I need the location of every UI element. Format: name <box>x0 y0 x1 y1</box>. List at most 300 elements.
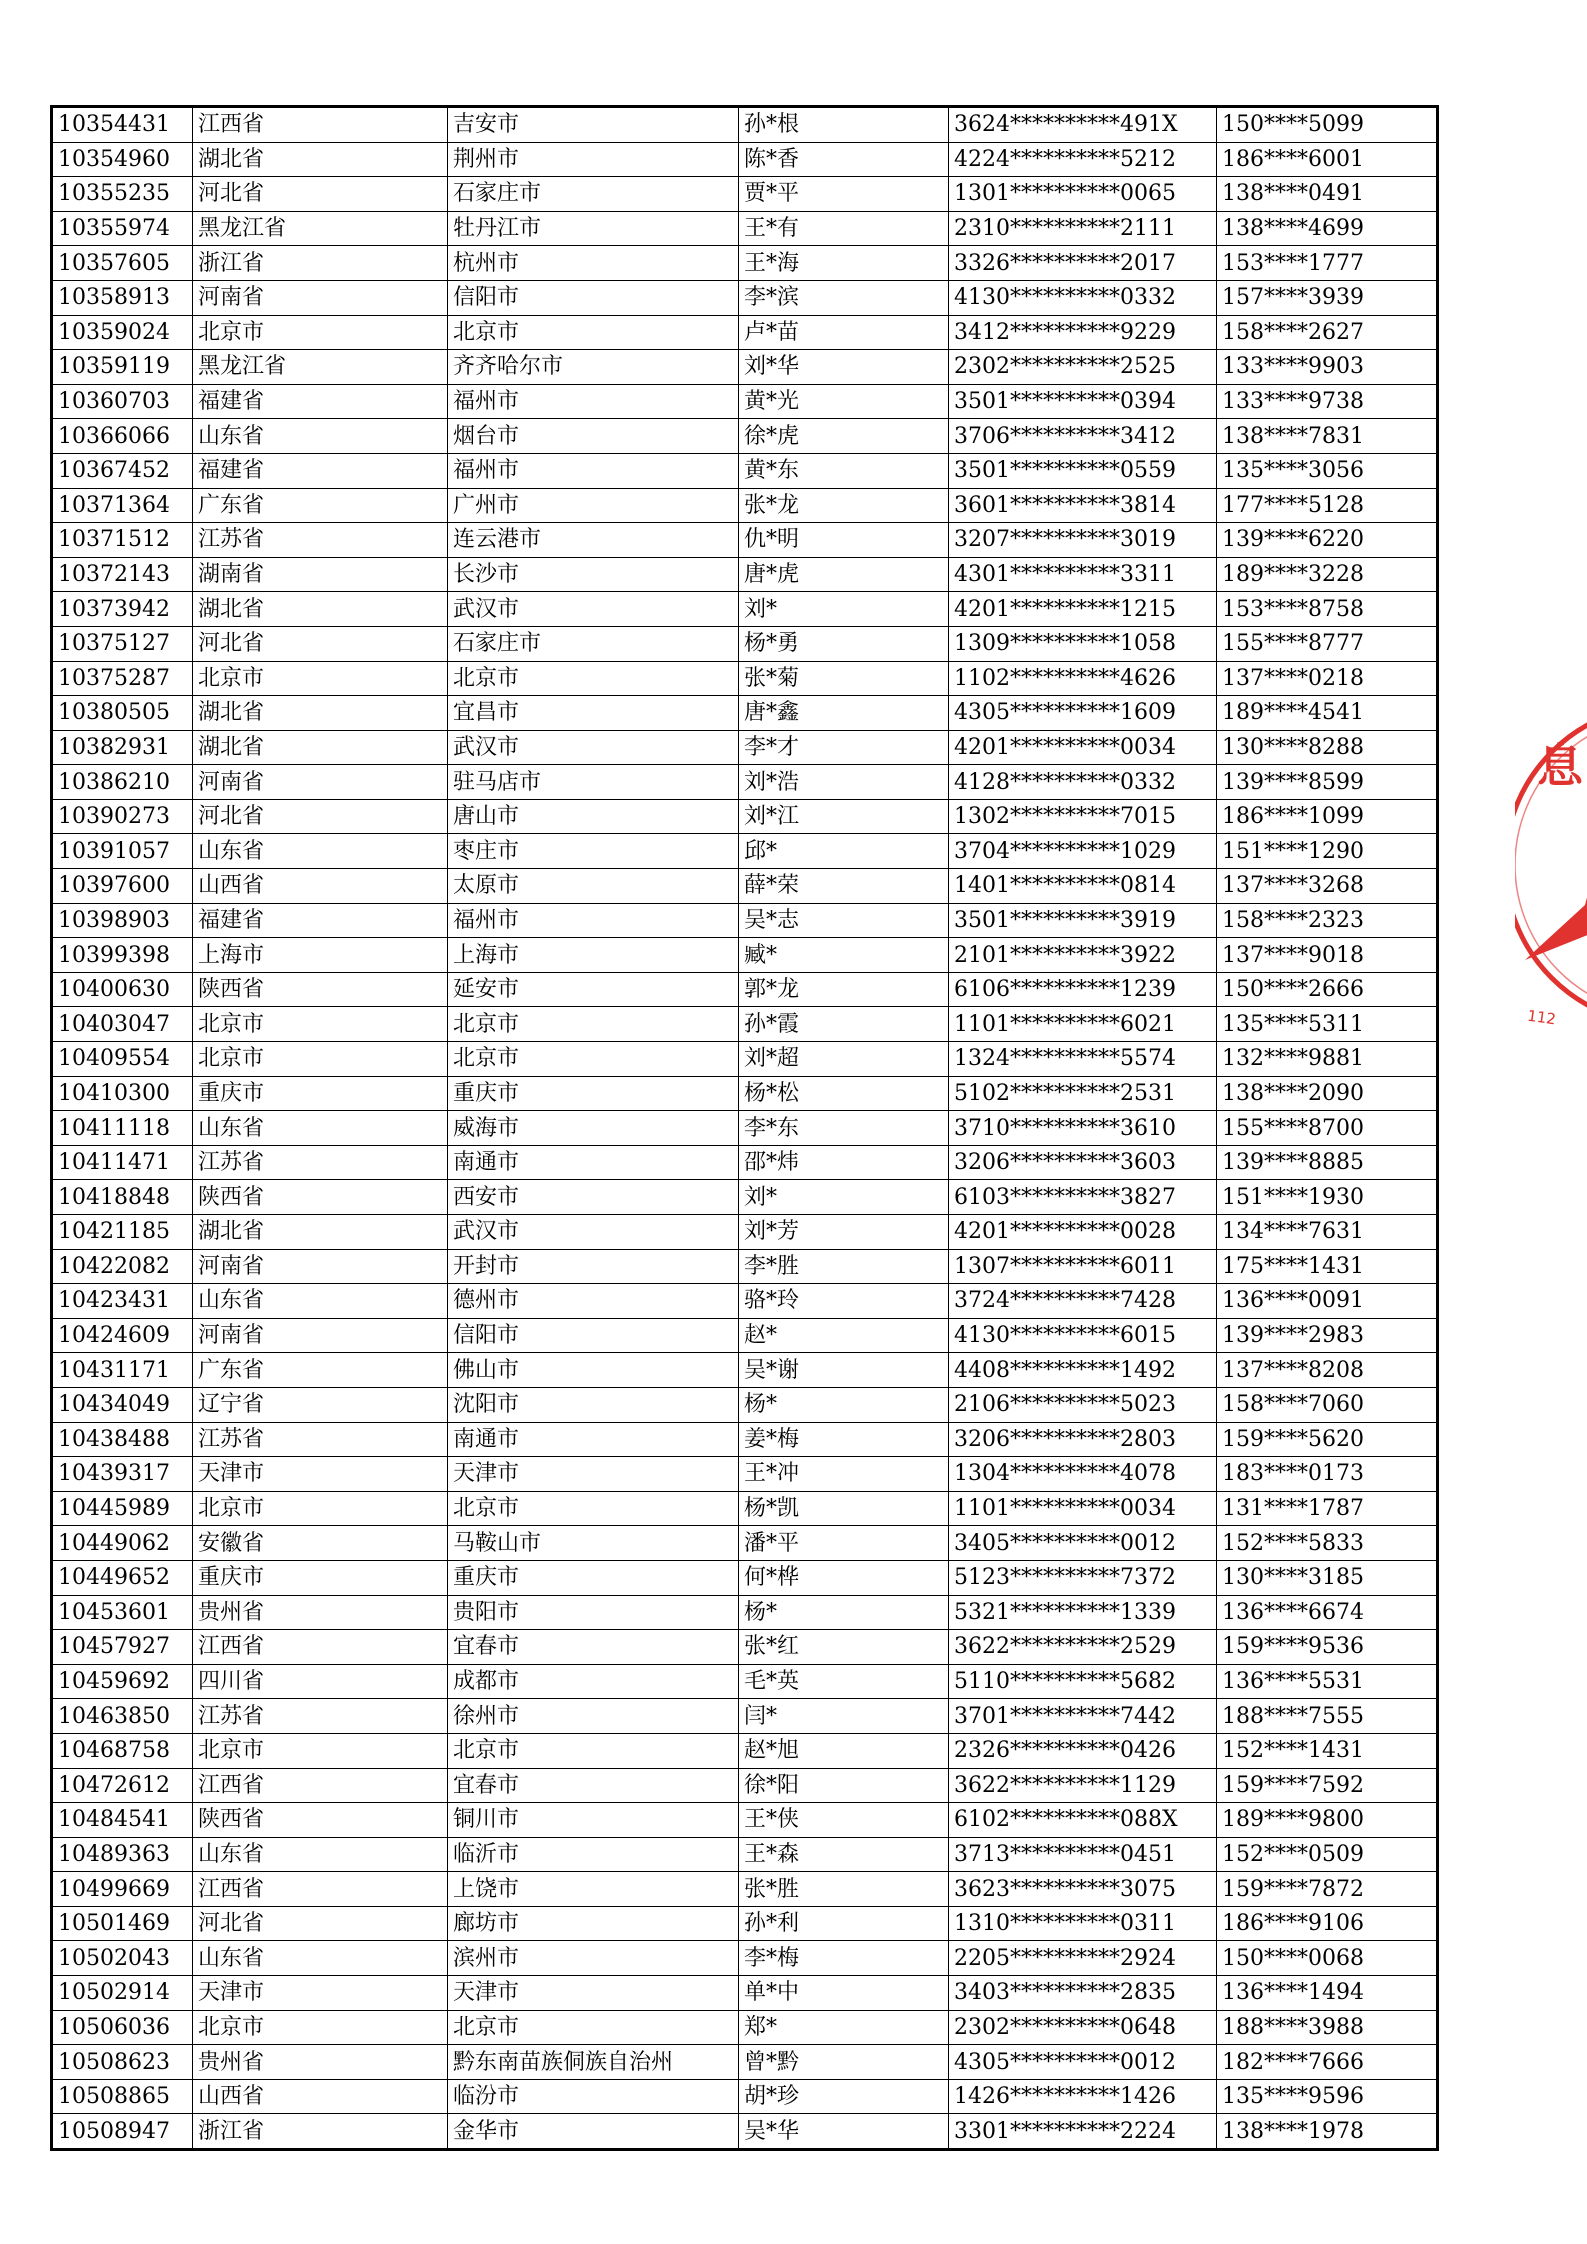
cell-id: 10418848 <box>52 1180 193 1215</box>
cell-name: 单*中 <box>739 1976 949 2011</box>
table-row <box>52 211 1438 246</box>
cell-province: 北京市 <box>193 1733 448 1768</box>
cell-id-card: 3710**********3610 <box>949 1111 1217 1146</box>
cell-id: 10366066 <box>52 419 193 454</box>
cell-id-card: 1302**********7015 <box>949 799 1217 834</box>
cell-city: 荆州市 <box>448 142 739 177</box>
cell-province: 安徽省 <box>193 1526 448 1561</box>
cell-id: 10410300 <box>52 1076 193 1111</box>
cell-id: 10502914 <box>52 1976 193 2011</box>
cell-phone: 186****9106 <box>1217 1906 1438 1941</box>
cell-name: 张*胜 <box>739 1872 949 1907</box>
cell-city: 宜春市 <box>448 1768 739 1803</box>
cell-id-card: 4305**********1609 <box>949 696 1217 731</box>
cell-province: 山西省 <box>193 2079 448 2114</box>
table-row <box>52 1215 1438 1250</box>
cell-phone: 137****3268 <box>1217 869 1438 904</box>
table-row <box>52 384 1438 419</box>
cell-phone: 186****6001 <box>1217 142 1438 177</box>
table-row <box>52 1699 1438 1734</box>
cell-id-card: 4201**********0028 <box>949 1215 1217 1250</box>
cell-id-card: 1324**********5574 <box>949 1042 1217 1077</box>
cell-city: 信阳市 <box>448 1318 739 1353</box>
cell-id: 10421185 <box>52 1215 193 1250</box>
cell-id: 10358913 <box>52 280 193 315</box>
cell-province: 广东省 <box>193 1353 448 1388</box>
cell-phone: 189****9800 <box>1217 1803 1438 1838</box>
cell-province: 河北省 <box>193 626 448 661</box>
cell-id-card: 4224**********5212 <box>949 142 1217 177</box>
cell-city: 太原市 <box>448 869 739 904</box>
cell-id: 10354431 <box>52 107 193 143</box>
cell-city: 黔东南苗族侗族自治州 <box>448 2045 739 2080</box>
cell-city: 北京市 <box>448 1042 739 1077</box>
cell-id: 10508947 <box>52 2114 193 2150</box>
table-row <box>52 523 1438 558</box>
table-row <box>52 2010 1438 2045</box>
cell-province: 北京市 <box>193 1042 448 1077</box>
cell-province: 江苏省 <box>193 1145 448 1180</box>
cell-name: 孙*霞 <box>739 1007 949 1042</box>
cell-province: 湖南省 <box>193 557 448 592</box>
cell-name: 毛*英 <box>739 1664 949 1699</box>
cell-phone: 177****5128 <box>1217 488 1438 523</box>
table-row <box>52 1837 1438 1872</box>
cell-name: 李*东 <box>739 1111 949 1146</box>
cell-phone: 136****5531 <box>1217 1664 1438 1699</box>
cell-id-card: 1101**********0034 <box>949 1491 1217 1526</box>
cell-id-card: 3624**********491X <box>949 107 1217 143</box>
cell-province: 福建省 <box>193 903 448 938</box>
cell-city: 上饶市 <box>448 1872 739 1907</box>
table-row <box>52 107 1438 143</box>
cell-city: 福州市 <box>448 903 739 938</box>
cell-name: 吴*华 <box>739 2114 949 2150</box>
cell-province: 山东省 <box>193 1284 448 1319</box>
cell-province: 福建省 <box>193 384 448 419</box>
cell-id: 10411471 <box>52 1145 193 1180</box>
cell-id: 10382931 <box>52 730 193 765</box>
table-row <box>52 246 1438 281</box>
cell-name: 薛*荣 <box>739 869 949 904</box>
cell-phone: 137****9018 <box>1217 938 1438 973</box>
cell-id-card: 3713**********0451 <box>949 1837 1217 1872</box>
table-row <box>52 730 1438 765</box>
cell-phone: 159****9536 <box>1217 1630 1438 1665</box>
table-row <box>52 1803 1438 1838</box>
cell-name: 张*龙 <box>739 488 949 523</box>
cell-phone: 139****8599 <box>1217 765 1438 800</box>
cell-id: 10423431 <box>52 1284 193 1319</box>
cell-phone: 158****2627 <box>1217 315 1438 350</box>
cell-province: 江西省 <box>193 1872 448 1907</box>
cell-phone: 152****1431 <box>1217 1733 1438 1768</box>
table-row <box>52 1976 1438 2011</box>
cell-id: 10386210 <box>52 765 193 800</box>
table-row <box>52 1526 1438 1561</box>
cell-city: 连云港市 <box>448 523 739 558</box>
table-row <box>52 419 1438 454</box>
table-row <box>52 2045 1438 2080</box>
table-row <box>52 696 1438 731</box>
cell-phone: 151****1930 <box>1217 1180 1438 1215</box>
cell-id: 10508865 <box>52 2079 193 2114</box>
table-row <box>52 1491 1438 1526</box>
cell-id-card: 4130**********6015 <box>949 1318 1217 1353</box>
cell-id: 10431171 <box>52 1353 193 1388</box>
cell-id: 10422082 <box>52 1249 193 1284</box>
cell-phone: 136****0091 <box>1217 1284 1438 1319</box>
cell-province: 广东省 <box>193 488 448 523</box>
cell-province: 山东省 <box>193 1837 448 1872</box>
cell-city: 福州市 <box>448 453 739 488</box>
cell-name: 王*冲 <box>739 1457 949 1492</box>
cell-name: 赵*旭 <box>739 1733 949 1768</box>
cell-id-card: 5102**********2531 <box>949 1076 1217 1111</box>
cell-city: 广州市 <box>448 488 739 523</box>
table-row <box>52 1733 1438 1768</box>
cell-name: 闫* <box>739 1699 949 1734</box>
cell-id-card: 1102**********4626 <box>949 661 1217 696</box>
cell-city: 延安市 <box>448 972 739 1007</box>
cell-province: 河北省 <box>193 177 448 212</box>
cell-id-card: 2101**********3922 <box>949 938 1217 973</box>
cell-province: 江西省 <box>193 1630 448 1665</box>
cell-id-card: 2106**********5023 <box>949 1387 1217 1422</box>
cell-phone: 137****8208 <box>1217 1353 1438 1388</box>
cell-id: 10359024 <box>52 315 193 350</box>
cell-city: 铜川市 <box>448 1803 739 1838</box>
cell-city: 福州市 <box>448 384 739 419</box>
cell-name: 杨*松 <box>739 1076 949 1111</box>
cell-id: 10397600 <box>52 869 193 904</box>
cell-name: 王*有 <box>739 211 949 246</box>
cell-province: 河南省 <box>193 1318 448 1353</box>
cell-id: 10411118 <box>52 1111 193 1146</box>
cell-id: 10468758 <box>52 1733 193 1768</box>
table-row <box>52 903 1438 938</box>
cell-id-card: 1426**********1426 <box>949 2079 1217 2114</box>
cell-phone: 151****1290 <box>1217 834 1438 869</box>
table-row <box>52 177 1438 212</box>
cell-name: 唐*虎 <box>739 557 949 592</box>
cell-id-card: 4201**********1215 <box>949 592 1217 627</box>
cell-city: 武汉市 <box>448 1215 739 1250</box>
cell-name: 刘*芳 <box>739 1215 949 1250</box>
cell-phone: 182****7666 <box>1217 2045 1438 2080</box>
cell-phone: 189****3228 <box>1217 557 1438 592</box>
cell-id: 10506036 <box>52 2010 193 2045</box>
cell-id: 10508623 <box>52 2045 193 2080</box>
cell-id: 10354960 <box>52 142 193 177</box>
cell-id: 10499669 <box>52 1872 193 1907</box>
cell-id-card: 5110**********5682 <box>949 1664 1217 1699</box>
cell-city: 重庆市 <box>448 1076 739 1111</box>
cell-id-card: 4301**********3311 <box>949 557 1217 592</box>
cell-province: 河北省 <box>193 1906 448 1941</box>
cell-phone: 135****3056 <box>1217 453 1438 488</box>
cell-id-card: 4305**********0012 <box>949 2045 1217 2080</box>
cell-phone: 138****2090 <box>1217 1076 1438 1111</box>
cell-id-card: 3301**********2224 <box>949 2114 1217 2150</box>
cell-name: 卢*苗 <box>739 315 949 350</box>
cell-id: 10400630 <box>52 972 193 1007</box>
cell-phone: 138****1978 <box>1217 2114 1438 2150</box>
cell-province: 天津市 <box>193 1457 448 1492</box>
cell-id: 10372143 <box>52 557 193 592</box>
table-row <box>52 1906 1438 1941</box>
cell-city: 北京市 <box>448 661 739 696</box>
table-row <box>52 1941 1438 1976</box>
cell-id-card: 2302**********2525 <box>949 350 1217 385</box>
cell-city: 开封市 <box>448 1249 739 1284</box>
cell-phone: 135****5311 <box>1217 1007 1438 1042</box>
cell-province: 浙江省 <box>193 246 448 281</box>
cell-phone: 158****2323 <box>1217 903 1438 938</box>
cell-name: 黄*光 <box>739 384 949 419</box>
cell-province: 四川省 <box>193 1664 448 1699</box>
cell-city: 威海市 <box>448 1111 739 1146</box>
cell-id: 10373942 <box>52 592 193 627</box>
roster-table <box>50 105 1439 2151</box>
cell-city: 临汾市 <box>448 2079 739 2114</box>
cell-id: 10445989 <box>52 1491 193 1526</box>
cell-id: 10355974 <box>52 211 193 246</box>
cell-city: 北京市 <box>448 1733 739 1768</box>
cell-city: 廊坊市 <box>448 1906 739 1941</box>
cell-name: 刘*华 <box>739 350 949 385</box>
cell-name: 张*菊 <box>739 661 949 696</box>
cell-city: 重庆市 <box>448 1560 739 1595</box>
cell-province: 江苏省 <box>193 1422 448 1457</box>
cell-id: 10472612 <box>52 1768 193 1803</box>
cell-id-card: 1310**********0311 <box>949 1906 1217 1941</box>
cell-id: 10449062 <box>52 1526 193 1561</box>
cell-id: 10434049 <box>52 1387 193 1422</box>
cell-id: 10439317 <box>52 1457 193 1492</box>
table-row <box>52 661 1438 696</box>
cell-city: 成都市 <box>448 1664 739 1699</box>
cell-province: 山东省 <box>193 419 448 454</box>
cell-city: 枣庄市 <box>448 834 739 869</box>
cell-city: 烟台市 <box>448 419 739 454</box>
table-row <box>52 972 1438 1007</box>
cell-province: 上海市 <box>193 938 448 973</box>
table-row <box>52 1076 1438 1111</box>
table-row <box>52 2114 1438 2150</box>
cell-name: 刘* <box>739 592 949 627</box>
cell-phone: 137****0218 <box>1217 661 1438 696</box>
table-row <box>52 1387 1438 1422</box>
cell-phone: 153****8758 <box>1217 592 1438 627</box>
cell-id-card: 3601**********3814 <box>949 488 1217 523</box>
cell-city: 驻马店市 <box>448 765 739 800</box>
table-row <box>52 2079 1438 2114</box>
cell-phone: 132****9881 <box>1217 1042 1438 1077</box>
cell-id-card: 4201**********0034 <box>949 730 1217 765</box>
cell-province: 陕西省 <box>193 1180 448 1215</box>
table-row <box>52 142 1438 177</box>
cell-name: 王*森 <box>739 1837 949 1872</box>
cell-id: 10489363 <box>52 1837 193 1872</box>
cell-phone: 188****3988 <box>1217 2010 1438 2045</box>
cell-city: 长沙市 <box>448 557 739 592</box>
cell-name: 郭*龙 <box>739 972 949 1007</box>
table-row <box>52 1145 1438 1180</box>
cell-province: 山西省 <box>193 869 448 904</box>
cell-city: 北京市 <box>448 2010 739 2045</box>
cell-name: 孙*利 <box>739 1906 949 1941</box>
cell-id-card: 3501**********0559 <box>949 453 1217 488</box>
cell-id: 10409554 <box>52 1042 193 1077</box>
cell-phone: 130****8288 <box>1217 730 1438 765</box>
cell-id: 10484541 <box>52 1803 193 1838</box>
table-row <box>52 869 1438 904</box>
table-row <box>52 1457 1438 1492</box>
cell-id: 10453601 <box>52 1595 193 1630</box>
cell-id: 10403047 <box>52 1007 193 1042</box>
cell-name: 杨*凯 <box>739 1491 949 1526</box>
cell-id-card: 6103**********3827 <box>949 1180 1217 1215</box>
cell-id-card: 3501**********3919 <box>949 903 1217 938</box>
cell-phone: 158****7060 <box>1217 1387 1438 1422</box>
table-row <box>52 1180 1438 1215</box>
cell-name: 刘*江 <box>739 799 949 834</box>
cell-id: 10424609 <box>52 1318 193 1353</box>
table-row <box>52 592 1438 627</box>
cell-name: 赵* <box>739 1318 949 1353</box>
cell-id-card: 2302**********0648 <box>949 2010 1217 2045</box>
cell-id: 10380505 <box>52 696 193 731</box>
cell-province: 黑龙江省 <box>193 211 448 246</box>
cell-city: 天津市 <box>448 1457 739 1492</box>
cell-name: 张*红 <box>739 1630 949 1665</box>
cell-name: 刘*超 <box>739 1042 949 1077</box>
table-row <box>52 1768 1438 1803</box>
cell-phone: 150****2666 <box>1217 972 1438 1007</box>
cell-province: 黑龙江省 <box>193 350 448 385</box>
cell-province: 陕西省 <box>193 1803 448 1838</box>
cell-province: 河南省 <box>193 1249 448 1284</box>
cell-province: 贵州省 <box>193 1595 448 1630</box>
table-row <box>52 1111 1438 1146</box>
cell-phone: 150****5099 <box>1217 107 1438 143</box>
table-row <box>52 488 1438 523</box>
cell-id-card: 1309**********1058 <box>949 626 1217 661</box>
cell-phone: 153****1777 <box>1217 246 1438 281</box>
cell-id: 10371512 <box>52 523 193 558</box>
cell-name: 姜*梅 <box>739 1422 949 1457</box>
cell-id-card: 2326**********0426 <box>949 1733 1217 1768</box>
cell-city: 天津市 <box>448 1976 739 2011</box>
cell-id: 10398903 <box>52 903 193 938</box>
cell-province: 辽宁省 <box>193 1387 448 1422</box>
cell-province: 湖北省 <box>193 1215 448 1250</box>
cell-city: 石家庄市 <box>448 177 739 212</box>
cell-province: 山东省 <box>193 834 448 869</box>
cell-city: 临沂市 <box>448 1837 739 1872</box>
cell-phone: 136****6674 <box>1217 1595 1438 1630</box>
table-row <box>52 1042 1438 1077</box>
cell-name: 徐*虎 <box>739 419 949 454</box>
cell-name: 曾*黔 <box>739 2045 949 2080</box>
cell-province: 北京市 <box>193 315 448 350</box>
cell-phone: 138****0491 <box>1217 177 1438 212</box>
table-row <box>52 834 1438 869</box>
cell-id-card: 3622**********2529 <box>949 1630 1217 1665</box>
table-row <box>52 1595 1438 1630</box>
cell-name: 陈*香 <box>739 142 949 177</box>
cell-id-card: 3623**********3075 <box>949 1872 1217 1907</box>
cell-phone: 155****8777 <box>1217 626 1438 661</box>
cell-name: 臧* <box>739 938 949 973</box>
cell-province: 江西省 <box>193 107 448 143</box>
cell-id: 10357605 <box>52 246 193 281</box>
cell-phone: 139****8885 <box>1217 1145 1438 1180</box>
cell-id-card: 1304**********4078 <box>949 1457 1217 1492</box>
cell-province: 湖北省 <box>193 730 448 765</box>
cell-name: 孙*根 <box>739 107 949 143</box>
svg-text:112: 112 <box>1526 1006 1558 1029</box>
cell-id-card: 3724**********7428 <box>949 1284 1217 1319</box>
roster-body <box>52 107 1438 2150</box>
cell-name: 邵*炜 <box>739 1145 949 1180</box>
cell-province: 陕西省 <box>193 972 448 1007</box>
cell-city: 武汉市 <box>448 730 739 765</box>
cell-city: 北京市 <box>448 1007 739 1042</box>
cell-city: 徐州市 <box>448 1699 739 1734</box>
cell-id: 10502043 <box>52 1941 193 1976</box>
cell-name: 杨*勇 <box>739 626 949 661</box>
cell-phone: 150****0068 <box>1217 1941 1438 1976</box>
cell-phone: 133****9903 <box>1217 350 1438 385</box>
cell-phone: 175****1431 <box>1217 1249 1438 1284</box>
cell-city: 北京市 <box>448 1491 739 1526</box>
cell-id: 10463850 <box>52 1699 193 1734</box>
cell-id-card: 3326**********2017 <box>949 246 1217 281</box>
cell-name: 黄*东 <box>739 453 949 488</box>
cell-phone: 134****7631 <box>1217 1215 1438 1250</box>
cell-name: 杨* <box>739 1387 949 1422</box>
cell-city: 北京市 <box>448 315 739 350</box>
cell-id: 10359119 <box>52 350 193 385</box>
cell-name: 潘*平 <box>739 1526 949 1561</box>
cell-id-card: 1101**********6021 <box>949 1007 1217 1042</box>
cell-id: 10375127 <box>52 626 193 661</box>
cell-name: 刘*浩 <box>739 765 949 800</box>
cell-name: 王*侠 <box>739 1803 949 1838</box>
cell-name: 吴*志 <box>739 903 949 938</box>
cell-phone: 188****7555 <box>1217 1699 1438 1734</box>
cell-id-card: 3412**********9229 <box>949 315 1217 350</box>
cell-province: 福建省 <box>193 453 448 488</box>
table-row <box>52 1284 1438 1319</box>
cell-city: 南通市 <box>448 1422 739 1457</box>
cell-name: 贾*平 <box>739 177 949 212</box>
cell-city: 佛山市 <box>448 1353 739 1388</box>
cell-phone: 189****4541 <box>1217 696 1438 731</box>
cell-phone: 139****6220 <box>1217 523 1438 558</box>
cell-city: 金华市 <box>448 2114 739 2150</box>
cell-name: 李*胜 <box>739 1249 949 1284</box>
cell-id: 10501469 <box>52 1906 193 1941</box>
seal-stamp <box>1515 690 1587 1050</box>
table-row <box>52 938 1438 973</box>
table-row <box>52 1560 1438 1595</box>
cell-province: 北京市 <box>193 1007 448 1042</box>
cell-id-card: 4408**********1492 <box>949 1353 1217 1388</box>
cell-province: 河北省 <box>193 799 448 834</box>
